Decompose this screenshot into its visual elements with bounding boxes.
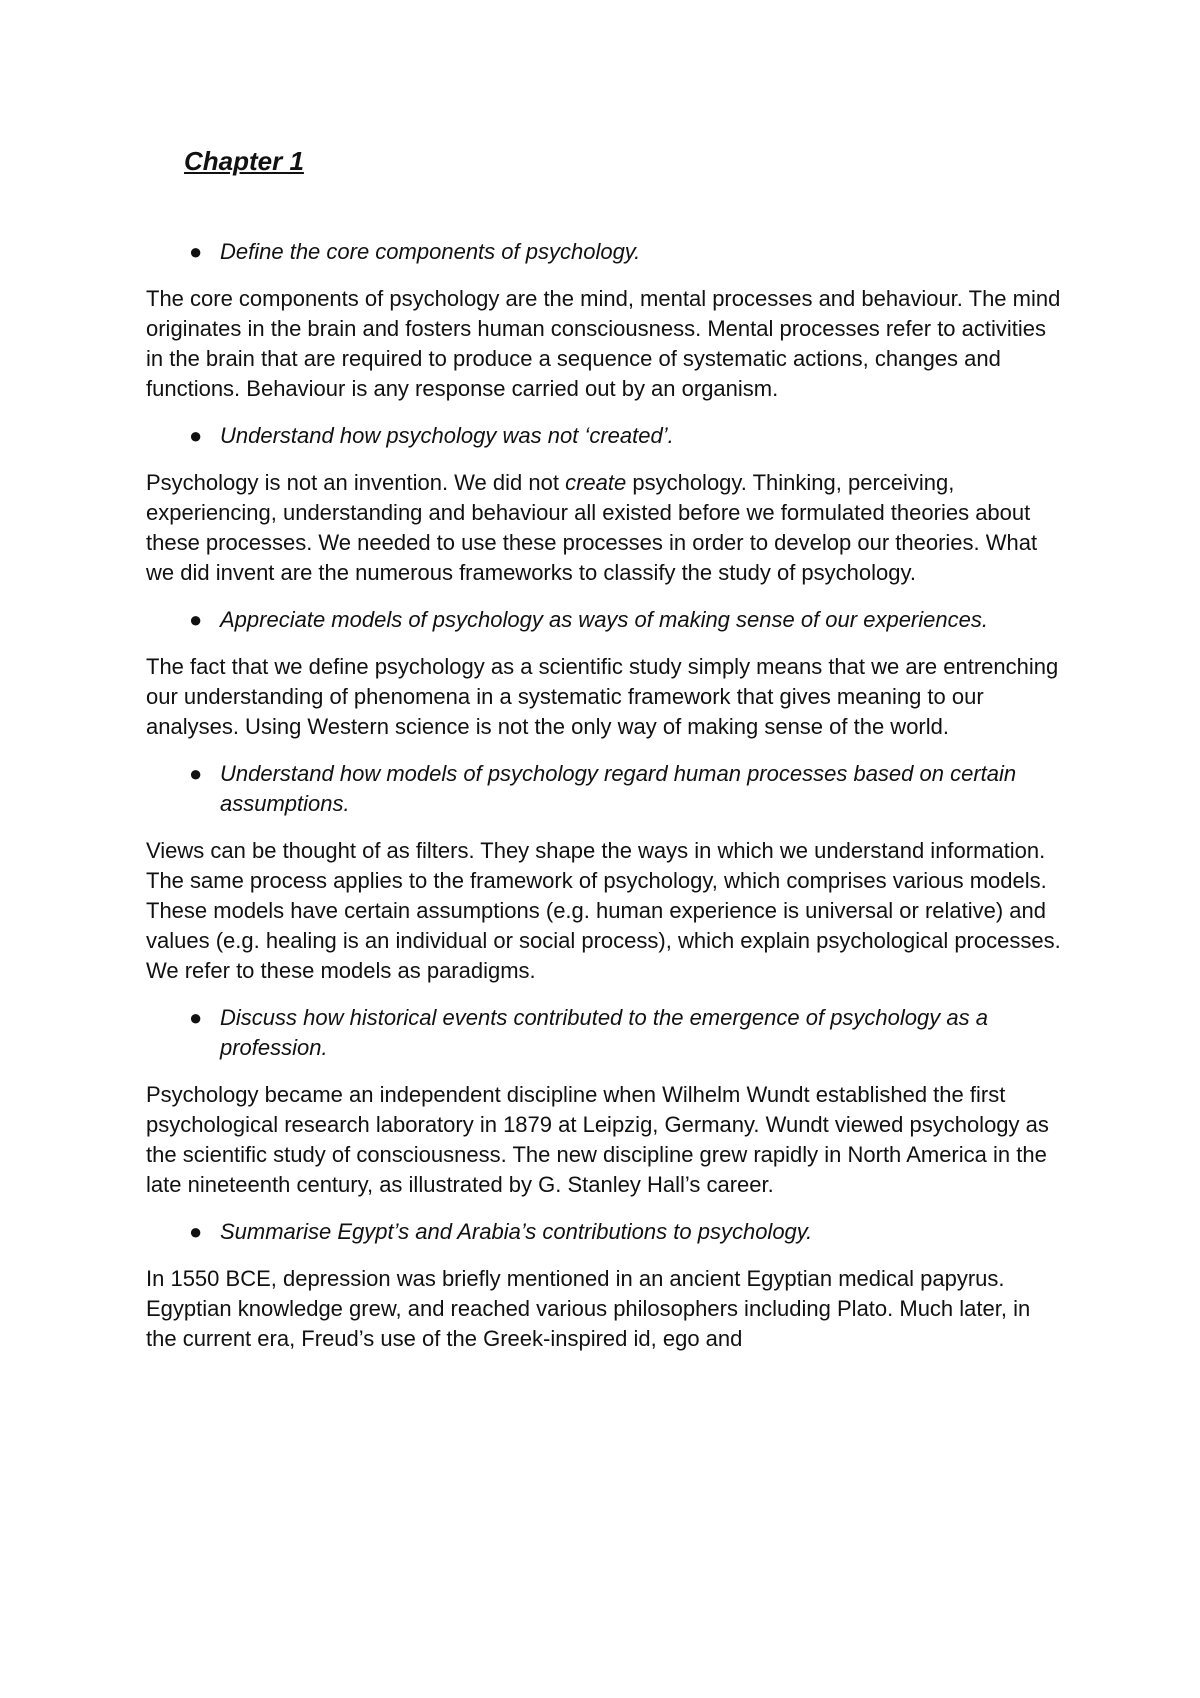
bullet-icon: ● [189,1005,203,1030]
body-paragraph: Views can be thought of as filters. They shape the ways in which we understand information. The same process applies to the framework of psychology, which comprises various models. These models have certain assumptions (e.g. human experience is universal or relative) and values (e.g. healing is an individual or social process), which explain psychological processes. We refer to these models as paradigms. [146,838,1061,983]
bullet-icon: ● [189,1219,203,1244]
chapter-title: Chapter 1 [184,146,304,176]
learning-objective [146,759,1066,819]
objective-text: Understand how models of psychology regard human processes based on certain assumptions. [220,761,1017,816]
learning-objective [146,237,1066,267]
learning-objective [146,421,1066,451]
body-paragraph [146,468,1066,588]
objective-text: Understand how psychology was not ‘created’. [220,423,674,448]
body-paragraph: In 1550 BCE, depression was briefly mentioned in an ancient Egyptian medical papyrus. Egyptian knowledge grew, and reached various philosophers including Plato. Much later, in the current era, Freud’s use of the Greek-inspired id, ego and [146,1266,1031,1351]
body-paragraph: Psychology became an independent discipline when Wilhelm Wundt established the first psychological research laboratory in 1879 at Leipzig, Germany. Wundt viewed psychology as the scientific study of consciousness. The new discipline grew rapidly in North America in the late nineteenth century, as illustrated by G. Stanley Hall’s career. [146,1082,1049,1197]
emphasis-text: create [565,470,627,495]
objective-text: Summarise Egypt’s and Arabia’s contributions to psychology. [220,1219,813,1244]
objective-text: Appreciate models of psychology as ways of making sense of our experiences. [220,607,988,632]
learning-objective [146,1217,1066,1247]
learning-objective [146,1003,1066,1063]
objective-text: Define the core components of psychology. [220,239,641,264]
objective-text: Discuss how historical events contributed to the emergence of psychology as a profession. [220,1005,988,1060]
body-paragraph: The fact that we define psychology as a scientific study simply means that we are entrenching our understanding of phenomena in a systematic framework that gives meaning to our analyses. Using Western science is not the only way of making sense of the world. [146,654,1059,739]
bullet-icon: ● [189,761,203,786]
bullet-icon: ● [189,607,203,632]
bullet-icon: ● [189,423,203,448]
bullet-icon: ● [189,239,203,264]
body-text: Psychology is not an invention. We did not [146,470,566,495]
body-paragraph: The core components of psychology are the mind, mental processes and behaviour. The mind originates in the brain and fosters human consciousness. Mental processes refer to activities in the brain that are required to produce a sequence of systematic actions, changes and functions. Behaviour is any response carried out by an organism. [146,286,1061,401]
body-text: psychology. Thinking, perceiving, experiencing, understanding and behaviour all existed before we formulated theories about these processes. We needed to use these processes in order to develop our theories. What we did invent are the numerous frameworks to classify the study of psychology. [146,470,1038,585]
learning-objective [146,605,1066,635]
chapter-content [146,237,1066,1371]
